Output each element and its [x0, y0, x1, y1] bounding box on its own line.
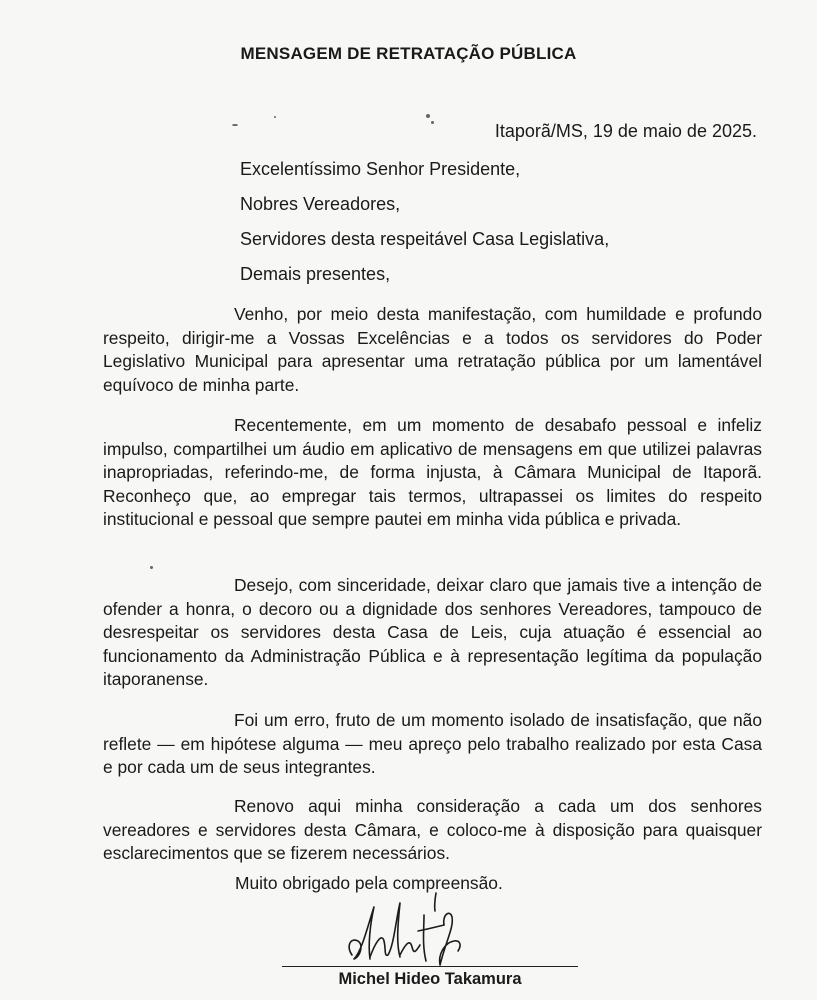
paragraph-text: Recentemente, em um momento de desabafo pessoal e infeliz impulso, compartilhei um áudio em aplicativo de mensagens em que utilizei palavras inapropriadas, referindo-me, de forma injusta, à Câmara Municipal de Itaporã. Reconheço que, ao empregar tais termos, ultrapassei os limites do respeito institucional e pessoal que sempre pautei em minha vida pública e privada. — [103, 415, 762, 529]
place-date: Itaporã/MS, 19 de maio de 2025. — [494, 121, 757, 141]
signer-name: Michel Hideo Takamura — [338, 970, 522, 988]
paragraph-text: Venho, por meio desta manifestação, com humildade e profundo respeito, dirigir-me a Vossas Excelências e a todos os servidores do Poder Legislativo Municipal para apresentar uma retratação pública por um lamentável equívoco de minha parte. — [103, 304, 762, 395]
body-paragraph — [103, 303, 762, 397]
salutation-line: Nobres Vereadores, — [240, 194, 401, 214]
handwritten-signature — [340, 885, 470, 970]
salutation-line: Demais presentes, — [240, 264, 391, 284]
salutation-line: Servidores desta respeitável Casa Legislativa, — [240, 229, 610, 249]
closing-line: Muito obrigado pela compreensão. — [235, 873, 503, 893]
paragraph-text: Foi um erro, fruto de um momento isolado de insatisfação, que não reflete — em hipótese alguma — meu apreço pelo trabalho realizado por esta Casa e por cada um de seus integrantes. — [103, 710, 762, 777]
scan-speck — [232, 124, 238, 126]
scan-speck — [274, 116, 276, 118]
body-paragraph — [103, 414, 762, 532]
scan-speck — [150, 566, 153, 569]
signature-line — [282, 966, 578, 967]
scan-speck — [426, 114, 430, 118]
body-paragraph — [103, 574, 762, 692]
document-title: MENSAGEM DE RETRATAÇÃO PÚBLICA — [240, 44, 577, 63]
body-paragraph — [103, 709, 762, 780]
salutation-line: Excelentíssimo Senhor Presidente, — [240, 159, 521, 179]
scan-speck — [431, 121, 434, 124]
paragraph-text: Renovo aqui minha consideração a cada um dos senhores vereadores e servidores desta Câmara, e coloco-me à disposição para quaisquer esclarecimentos que se fizerem necessários. — [103, 796, 762, 863]
paragraph-text: Desejo, com sinceridade, deixar claro que jamais tive a intenção de ofender a honra, o decoro ou a dignidade dos senhores Vereadores, tampouco de desrespeitar os servidores desta Casa de Leis, cuja atuação é essencial ao funcionamento da Administração Pública e à representação legítima da população itaporanense. — [103, 575, 762, 689]
body-paragraph — [103, 795, 762, 866]
